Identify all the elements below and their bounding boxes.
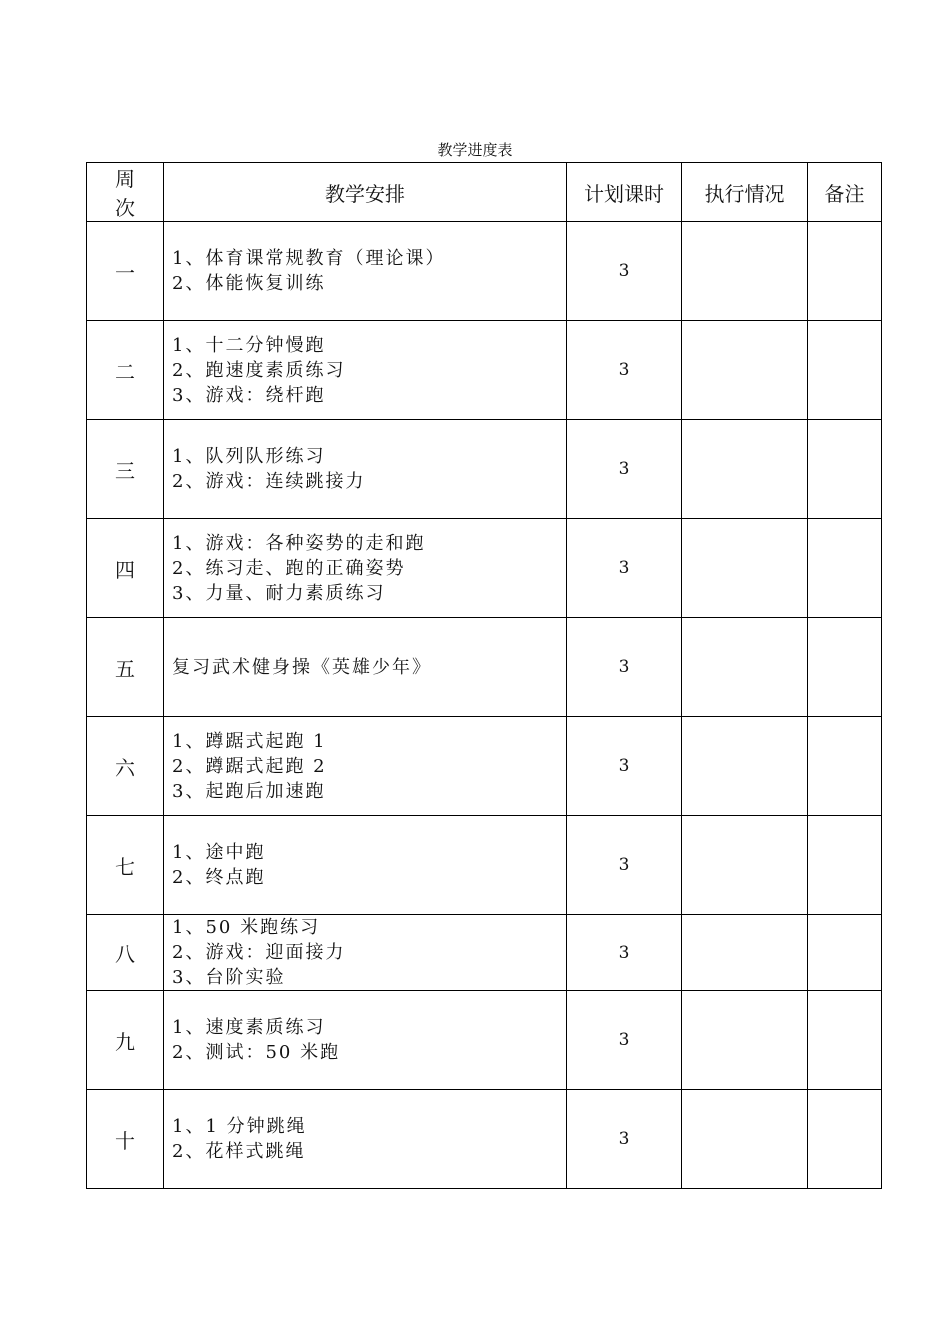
plan-line: 2、游戏：迎面接力 — [172, 942, 346, 963]
week-cell: 一 — [87, 222, 164, 321]
plan-line: 1、50 米跑练习 — [172, 917, 321, 938]
notes-cell — [808, 816, 882, 915]
hours-cell: 3 — [567, 816, 682, 915]
header-plan: 教学安排 — [164, 163, 567, 222]
status-cell — [682, 717, 808, 816]
hours-cell: 3 — [567, 915, 682, 991]
plan-line: 2、游戏：连续跳接力 — [172, 471, 366, 492]
week-cell: 七 — [87, 816, 164, 915]
plan-line: 2、花样式跳绳 — [172, 1141, 306, 1162]
page-title: 教学进度表 — [437, 141, 513, 159]
header-notes: 备注 — [808, 163, 882, 222]
week-cell: 二 — [87, 321, 164, 420]
status-cell — [682, 618, 808, 717]
plan-line: 1、队列队形练习 — [172, 446, 326, 467]
hours-cell: 3 — [567, 1090, 682, 1189]
hours-cell: 3 — [567, 991, 682, 1090]
hours-cell: 3 — [567, 222, 682, 321]
plan-line: 3、起跑后加速跑 — [172, 780, 326, 802]
week-cell: 五 — [87, 618, 164, 717]
status-cell — [682, 420, 808, 519]
notes-cell — [808, 717, 882, 816]
notes-cell — [808, 991, 882, 1090]
table-row — [87, 915, 882, 991]
plan-line: 3、游戏：绕杆跑 — [172, 384, 326, 406]
plan-cell — [164, 321, 567, 420]
plan-cell — [164, 222, 567, 321]
table-row — [87, 420, 882, 519]
status-cell — [682, 321, 808, 420]
plan-line: 3、台阶实验 — [172, 967, 286, 988]
plan-cell — [164, 519, 567, 618]
plan-line: 2、体能恢复训练 — [172, 273, 326, 294]
plan-cell — [164, 816, 567, 915]
header-status: 执行情况 — [682, 163, 808, 222]
status-cell — [682, 519, 808, 618]
plan-line: 1、十二分钟慢跑 — [172, 334, 326, 356]
plan-cell — [164, 991, 567, 1090]
status-cell — [682, 991, 808, 1090]
week-cell: 十 — [87, 1090, 164, 1189]
week-cell: 八 — [87, 915, 164, 991]
notes-cell — [808, 915, 882, 991]
plan-cell — [164, 717, 567, 816]
header-hours: 计划课时 — [567, 163, 682, 222]
table-row — [87, 991, 882, 1090]
plan-cell — [164, 420, 567, 519]
notes-cell — [808, 519, 882, 618]
week-cell: 四 — [87, 519, 164, 618]
plan-line: 3、力量、耐力素质练习 — [172, 582, 386, 604]
plan-line: 2、测试：50 米跑 — [172, 1042, 341, 1063]
table-row — [87, 519, 882, 618]
table-row — [87, 1090, 882, 1189]
plan-line: 1、速度素质练习 — [172, 1017, 326, 1038]
plan-line: 1、体育课常规教育（理论课） — [172, 248, 446, 269]
plan-cell — [164, 618, 567, 717]
notes-cell — [808, 321, 882, 420]
plan-line: 2、终点跑 — [172, 867, 266, 888]
header-week: 周 次 — [87, 163, 164, 222]
plan-line: 2、跑速度素质练习 — [172, 359, 346, 381]
schedule-table — [86, 162, 882, 1189]
table-row — [87, 717, 882, 816]
table-row — [87, 618, 882, 717]
plan-line: 1、蹲踞式起跑 1 — [172, 730, 327, 752]
status-cell — [682, 222, 808, 321]
plan-line: 2、蹲踞式起跑 2 — [172, 755, 327, 777]
hours-cell: 3 — [567, 321, 682, 420]
hours-cell: 3 — [567, 519, 682, 618]
plan-line: 复习武术健身操《英雄少年》 — [172, 656, 432, 678]
plan-line: 1、途中跑 — [172, 842, 266, 863]
header-row — [87, 163, 882, 222]
notes-cell — [808, 420, 882, 519]
hours-cell: 3 — [567, 717, 682, 816]
plan-line: 2、练习走、跑的正确姿势 — [172, 557, 406, 579]
notes-cell — [808, 618, 882, 717]
hours-cell: 3 — [567, 618, 682, 717]
week-cell: 三 — [87, 420, 164, 519]
table-row — [87, 321, 882, 420]
notes-cell — [808, 1090, 882, 1189]
week-cell: 六 — [87, 717, 164, 816]
plan-line: 1、游戏：各种姿势的走和跑 — [172, 532, 426, 554]
table-row — [87, 816, 882, 915]
status-cell — [682, 915, 808, 991]
status-cell — [682, 1090, 808, 1189]
table-row — [87, 222, 882, 321]
plan-cell — [164, 915, 567, 991]
week-cell: 九 — [87, 991, 164, 1090]
notes-cell — [808, 222, 882, 321]
hours-cell: 3 — [567, 420, 682, 519]
plan-line: 1、1 分钟跳绳 — [172, 1116, 307, 1137]
schedule-body — [87, 222, 882, 1189]
plan-cell — [164, 1090, 567, 1189]
status-cell — [682, 816, 808, 915]
